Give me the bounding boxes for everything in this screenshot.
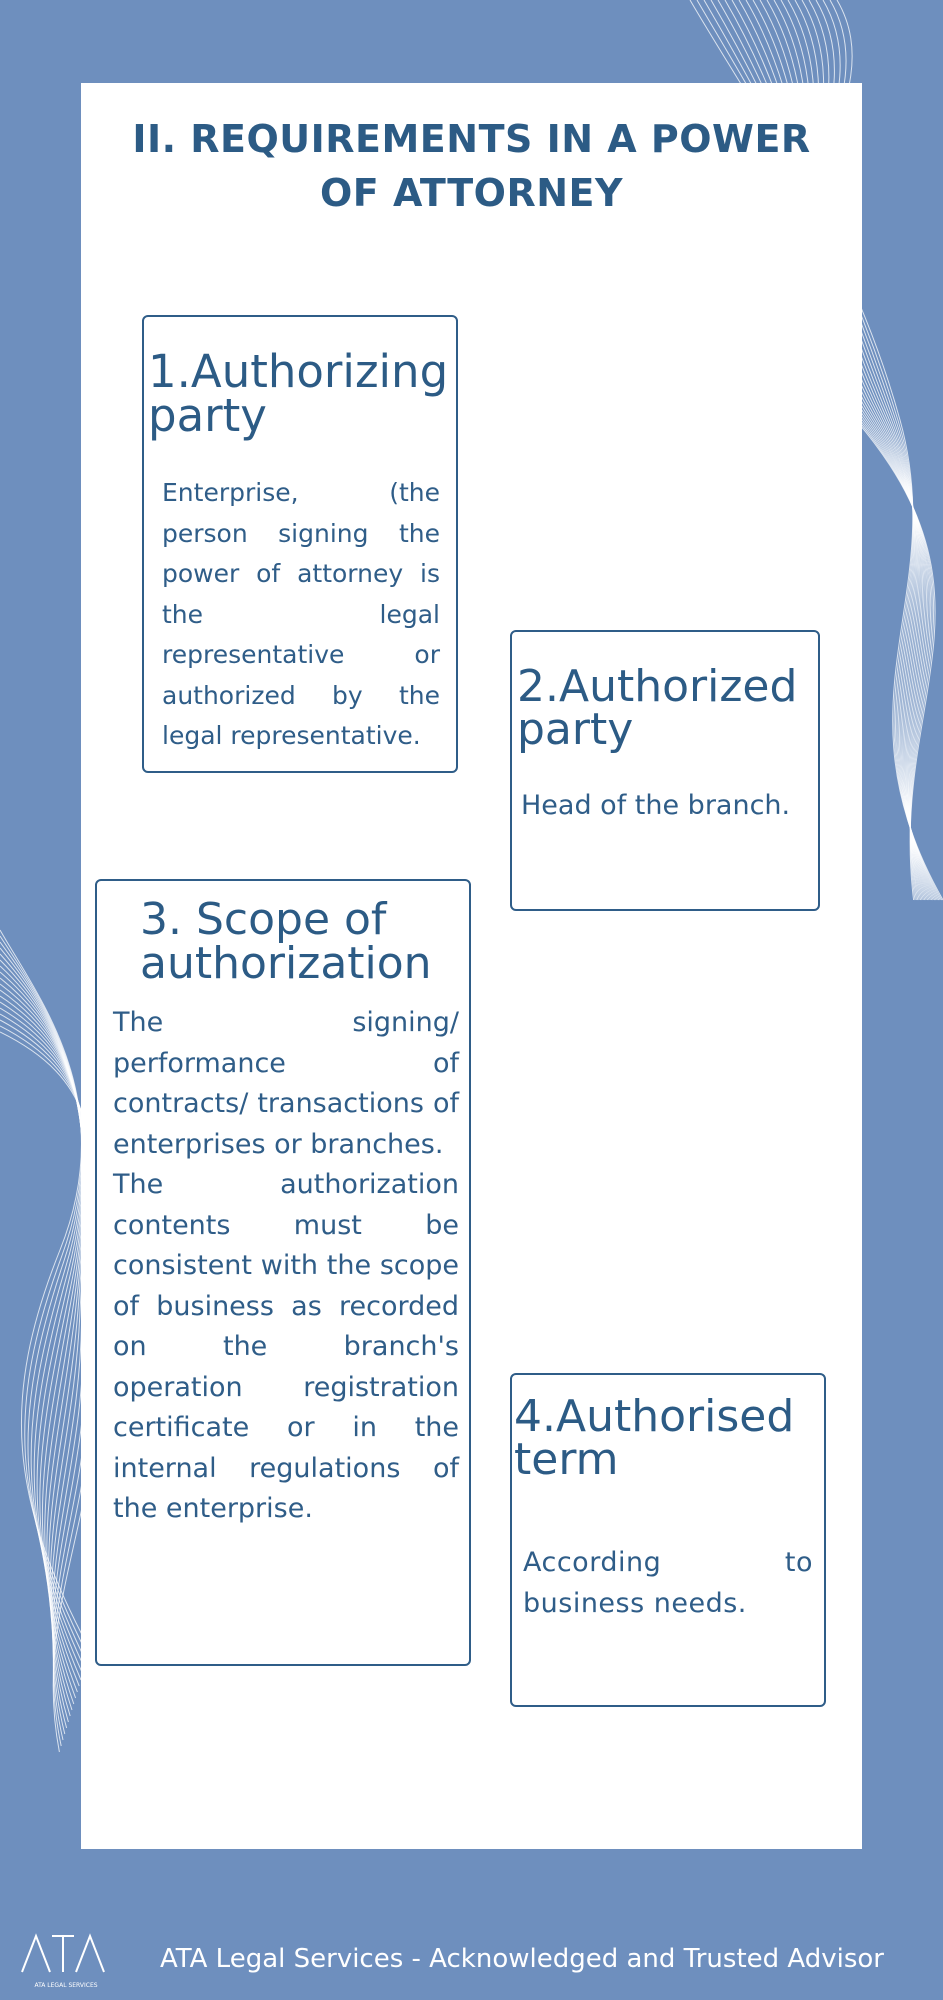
card-authorized-party-heading: 2.Authorized party	[517, 661, 798, 755]
ata-logo	[18, 1932, 116, 1992]
wave-line	[0, 1002, 86, 1722]
card-authorised-term-heading: 4.Authorised term	[514, 1391, 795, 1485]
card-authorizing-party-body: Enterprise, (the person signing the power of attorney is the legal representative or authorized by the legal representative.	[162, 478, 440, 750]
wave-line	[0, 990, 85, 1710]
card-scope-paragraph-1: The signing/ performance of contracts/ transactions of enterprises or branches.	[113, 1007, 459, 1160]
card-authorized-party-body: Head of the branch.	[521, 790, 791, 821]
wave-line	[0, 954, 83, 1674]
card-scope-heading: 3. Scope of authorization	[140, 894, 432, 989]
card-scope-body	[113, 1003, 459, 1530]
card-authorised-term-body: According to business needs.	[523, 1547, 813, 1619]
wave-line	[0, 948, 85, 1668]
wave-line	[0, 1020, 89, 1740]
card-scope-paragraph-2: The authorization contents must be consistent with the scope of business as recorded on the branch's operation registration certificate or in the internal regulations of the enterprise.	[113, 1169, 459, 1524]
wave-line	[0, 1008, 87, 1728]
ata-logo-subtext: ATA LEGAL SERVICES	[34, 1982, 98, 1989]
card-authorizing-party-heading: 1.Authorizing party	[148, 345, 449, 442]
footer-tagline: ATA Legal Services - Acknowledged and Trusted Advisor	[160, 1944, 885, 1974]
page-title: II. REQUIREMENTS IN A POWER OF ATTORNEY	[132, 117, 811, 215]
